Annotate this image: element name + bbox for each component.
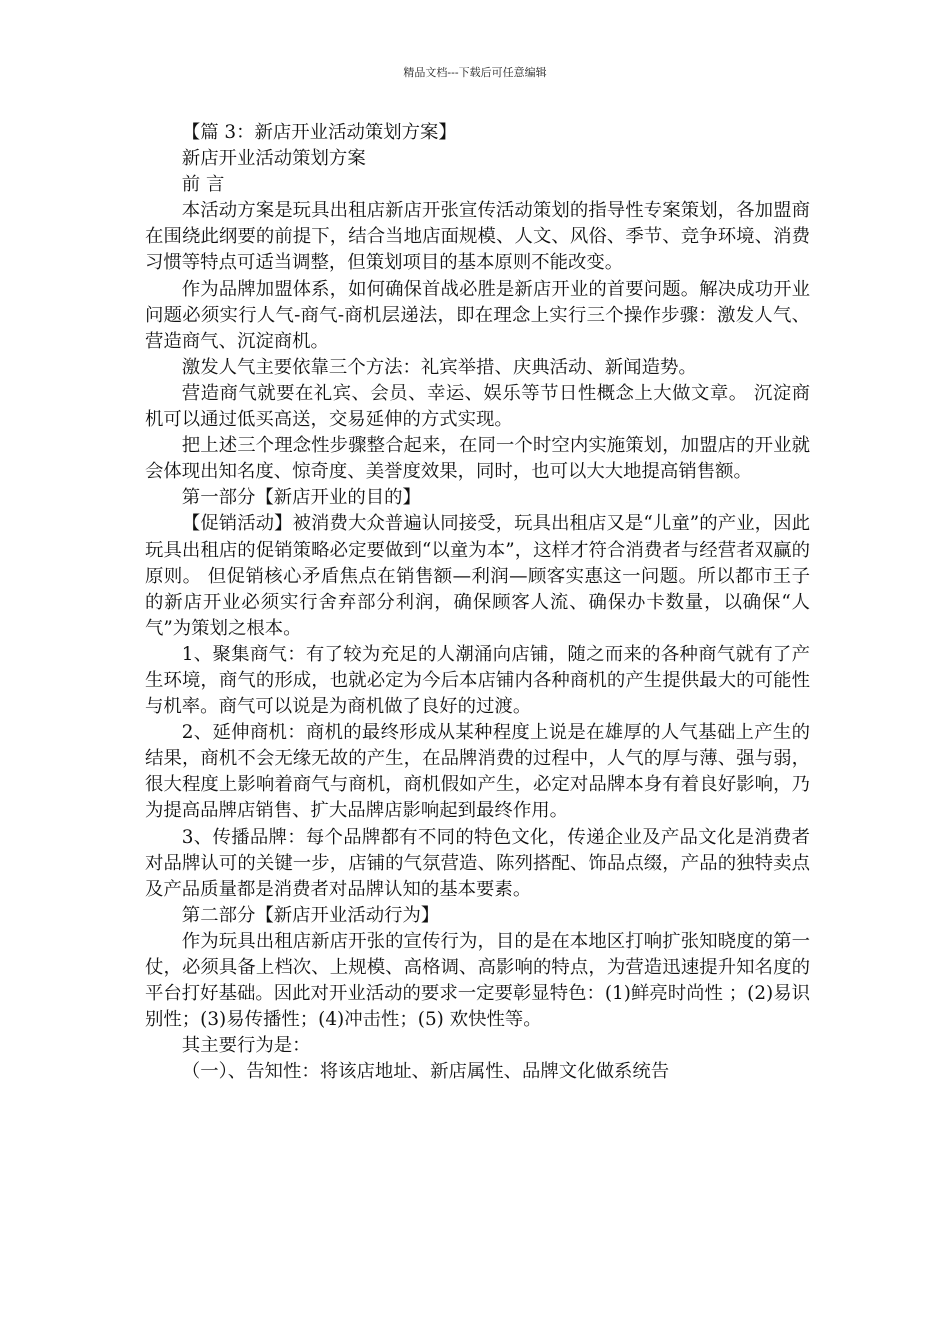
document-body — [145, 120, 810, 1085]
paragraph: 作为品牌加盟体系，如何确保首战必胜是新店开业的首要问题。解决成功开业问题必须实行人气-商气-商机层递法，即在理念上实行三个操作步骤：激发人气、营造商气、沉淀商机。 — [145, 278, 810, 352]
paragraph: 把上述三个理念性步骤整合起来，在同一个时空内实施策划，加盟店的开业就会体现出知名度、惊奇度、美誉度效果，同时，也可以大大地提高销售额。 — [145, 435, 810, 483]
paragraph: 其主要行为是： — [181, 1035, 311, 1057]
paragraph: 【促销活动】被消费大众普遍认同接受，玩具出租店又是“儿童”的产业，因此玩具出租店的促销策略必定要做到“以童为本”，这样才符合消费者与经营者双赢的原则。 但促销核心矛盾焦点在销售额—利润—顾客实惠这一问题。所以都市王子的新店开业必须实行舍弃部分利润，确保顾客人流、确保办卡数量，以确保“人气”为策划之根本。 — [145, 513, 810, 639]
paragraph: 1、聚集商气：有了较为充足的人潮涌向店铺，随之而来的各种商气就有了产生环境，商气的形成，也就必定为今后本店铺内各种商机的产生提供最大的可能性与机率。商气可以说是为商机做了良好的过渡。 — [145, 643, 810, 718]
paragraph: 3、传播品牌：每个品牌都有不同的特色文化，传递企业及产品文化是消费者对品牌认可的关键一步，店铺的气氛营造、陈列搭配、饰品点缀，产品的独特卖点及产品质量都是消费者对品牌认知的基本要素。 — [145, 826, 810, 900]
article-title: 【篇 3：新店开业活动策划方案】 — [181, 122, 457, 143]
paragraph: （一）、告知性：将该店地址、新店属性、品牌文化做系统告 — [181, 1061, 670, 1083]
paragraph: 2、延伸商机：商机的最终形成从某种程度上说是在雄厚的人气基础上产生的结果，商机不会无缘无故的产生，在品牌消费的过程中，人气的厚与薄、强与弱，很大程度上影响着商气与商机，商机假如产生，必定对品牌本身有着良好影响，乃为提高品牌店销售、扩大品牌店影响起到最终作用。 — [145, 722, 810, 822]
preface-heading: 前 言 — [181, 174, 225, 196]
section-heading-part-two: 第二部分【新店开业活动行为】 — [181, 904, 440, 926]
paragraph: 营造商气就要在礼宾、会员、幸运、娱乐等节日性概念上大做文章。 沉淀商机可以通过低买高送，交易延伸的方式实现。 — [145, 382, 810, 431]
section-heading-part-one: 第一部分【新店开业的目的】 — [181, 487, 421, 509]
paragraph: 本活动方案是玩具出租店新店开张宣传活动策划的指导性专案策划，各加盟商在围绕此纲要的前提下，结合当地店面规模、人文、风俗、季节、竞争环境、消费习惯等特点可适当调整，但策划项目的基本原则不能改变。 — [145, 200, 810, 274]
paragraph: 激发人气主要依靠三个方法：礼宾举措、庆典活动、新闻造势。 — [181, 356, 697, 378]
page-header: 精品文档---下载后可任意编辑 — [403, 66, 547, 79]
document-title: 新店开业活动策划方案 — [181, 148, 366, 170]
paragraph: 作为玩具出租店新店开张的宣传行为，目的是在本地区打响扩张知晓度的第一仗，必须具备上档次、上规模、高格调、高影响的特点，为营造迅速提升知名度的平台打好基础。因此对开业活动的要求一定要彰显特色：(1)鲜亮时尚性 ；(2)易识别性；(3)易传播性；(4)冲击性；(5) 欢快性等。 — [145, 930, 810, 1031]
